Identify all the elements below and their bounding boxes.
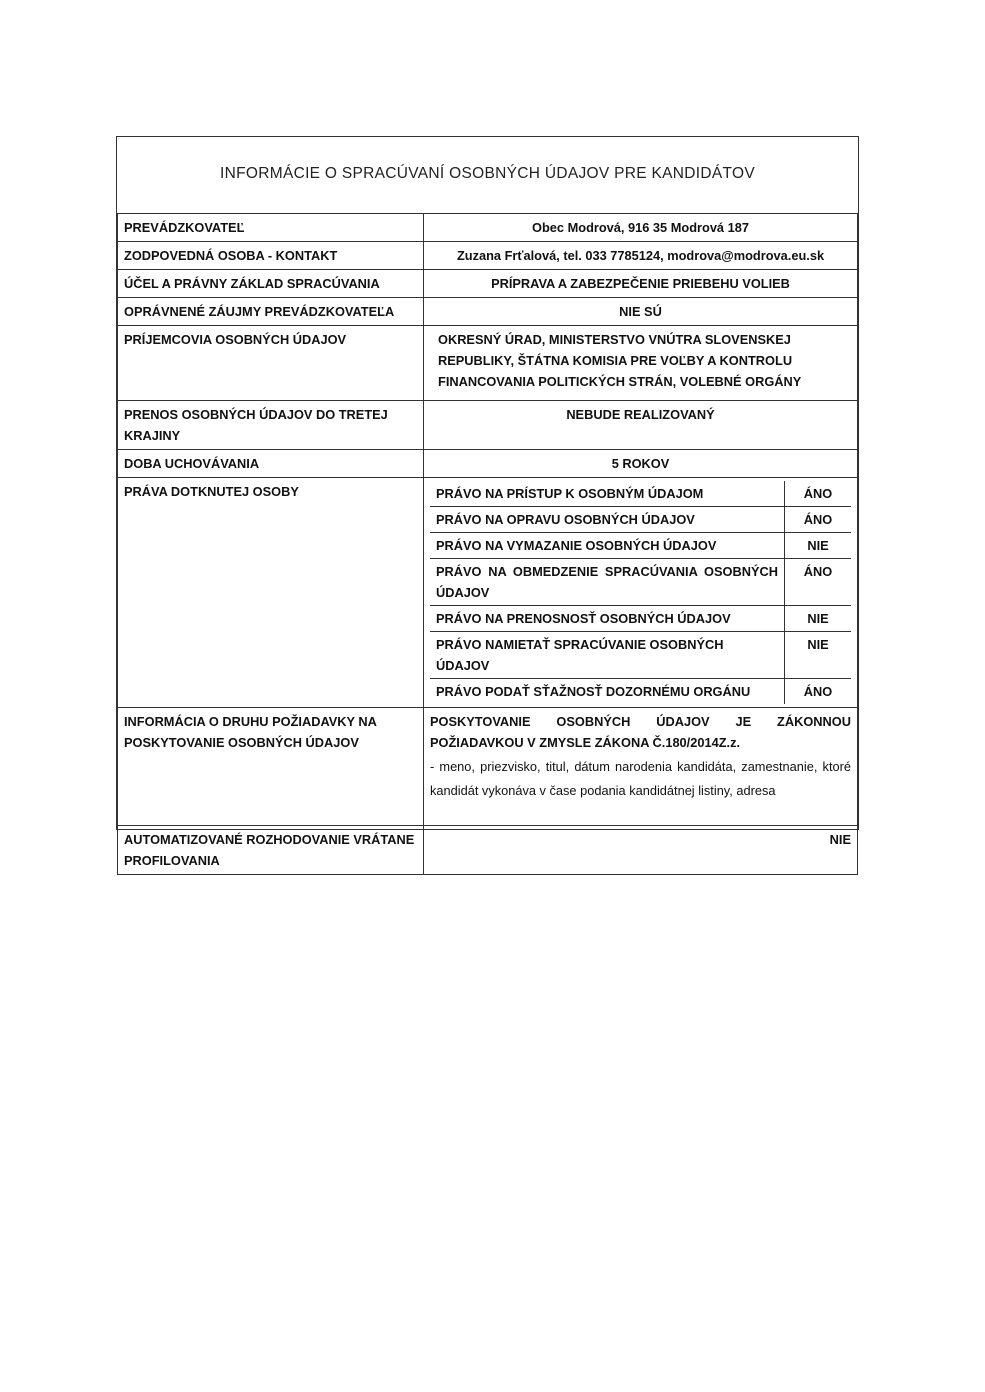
- recipients-label: PRÍJEMCOVIA OSOBNÝCH ÚDAJOV: [118, 326, 424, 401]
- right-answer: ÁNO: [785, 481, 852, 507]
- table-row: [118, 478, 858, 708]
- retention-value: 5 ROKOV: [424, 450, 858, 478]
- rights-cell: [424, 478, 858, 708]
- automated-value: NIE: [424, 826, 858, 875]
- right-text: PRÁVO NA OPRAVU OSOBNÝCH ÚDAJOV: [430, 507, 785, 533]
- document-frame: [116, 136, 859, 868]
- automated-label: AUTOMATIZOVANÉ ROZHODOVANIE VRÁTANE PROFILOVANIA: [118, 826, 424, 875]
- requirement-value: POSKYTOVANIE OSOBNÝCH ÚDAJOV JE ZÁKONNOU POŽIADAVKOU V ZMYSLE ZÁKONA Č.180/2014Z.z.: [430, 714, 851, 750]
- rights-row: [430, 481, 851, 507]
- table-row: [118, 450, 858, 478]
- right-answer: NIE: [785, 632, 852, 679]
- table-row: [118, 270, 858, 298]
- contact-label: ZODPOVEDNÁ OSOBA - KONTAKT: [118, 242, 424, 270]
- rights-row: [430, 606, 851, 632]
- rights-row: [430, 632, 851, 679]
- document-title: INFORMÁCIE O SPRACÚVANÍ OSOBNÝCH ÚDAJOV PRE KANDIDÁTOV: [220, 165, 755, 182]
- table-row: [118, 242, 858, 270]
- rights-label: PRÁVA DOTKNUTEJ OSOBY: [118, 478, 424, 708]
- transfer-label: PRENOS OSOBNÝCH ÚDAJOV DO TRETEJ KRAJINY: [118, 401, 424, 450]
- recipients-value: OKRESNÝ ÚRAD, MINISTERSTVO VNÚTRA SLOVENSKEJ REPUBLIKY, ŠTÁTNA KOMISIA PRE VOĽBY A KONTROLU FINANCOVANIA POLITICKÝCH STRÁN, VOLEBNÉ ORGÁNY: [424, 326, 858, 401]
- purpose-value: PRÍPRAVA A ZABEZPEČENIE PRIEBEHU VOLIEB: [424, 270, 858, 298]
- operator-value: Obec Modrová, 916 35 Modrová 187: [424, 214, 858, 242]
- right-text: PRÁVO NAMIETAŤ SPRACÚVANIE OSOBNÝCH ÚDAJOV: [430, 632, 785, 679]
- operator-label: PREVÁDZKOVATEĽ: [118, 214, 424, 242]
- interests-value: NIE SÚ: [424, 298, 858, 326]
- right-answer: ÁNO: [785, 507, 852, 533]
- interests-label: OPRÁVNENÉ ZÁUJMY PREVÁDZKOVATEĽA: [118, 298, 424, 326]
- right-text: PRÁVO PODAŤ SŤAŽNOSŤ DOZORNÉMU ORGÁNU: [436, 684, 751, 699]
- table-row: [118, 214, 858, 242]
- right-answer: NIE: [785, 606, 852, 632]
- requirement-cell: [424, 708, 858, 826]
- table-row: [118, 326, 858, 401]
- info-table: [117, 213, 858, 875]
- contact-value: Zuzana Frťalová, tel. 033 7785124, modrova@modrova.eu.sk: [424, 242, 858, 270]
- right-answer: NIE: [785, 533, 852, 559]
- requirement-detail: - meno, priezvisko, titul, dátum narodenia kandidáta, zamestnanie, ktoré kandidát vykonáva v čase podania kandidátnej listiny, adresa: [430, 759, 851, 798]
- table-row: [118, 826, 858, 875]
- right-text: PRÁVO NA PRENOSNOSŤ OSOBNÝCH ÚDAJOV: [430, 606, 785, 632]
- transfer-value: NEBUDE REALIZOVANÝ: [424, 401, 858, 450]
- right-text: PRÁVO NA OBMEDZENIE SPRACÚVANIA OSOBNÝCH ÚDAJOV: [430, 559, 785, 606]
- right-text: PRÁVO NA VYMAZANIE OSOBNÝCH ÚDAJOV: [430, 533, 785, 559]
- requirement-label: INFORMÁCIA O DRUHU POŽIADAVKY NA POSKYTOVANIE OSOBNÝCH ÚDAJOV: [118, 708, 424, 826]
- retention-label: DOBA UCHOVÁVANIA: [118, 450, 424, 478]
- rights-row: [430, 507, 851, 533]
- table-row: [118, 401, 858, 450]
- rights-row: [430, 559, 851, 606]
- purpose-label: ÚČEL A PRÁVNY ZÁKLAD SPRACÚVANIA: [118, 270, 424, 298]
- right-text: PRÁVO NA PRÍSTUP K OSOBNÝM ÚDAJOM: [430, 481, 785, 507]
- table-row: [118, 708, 858, 826]
- rights-row: [430, 679, 851, 705]
- right-answer: ÁNO: [785, 559, 852, 606]
- rights-row: [430, 533, 851, 559]
- table-row: [118, 298, 858, 326]
- right-answer: ÁNO: [785, 679, 852, 705]
- rights-table: [430, 481, 851, 704]
